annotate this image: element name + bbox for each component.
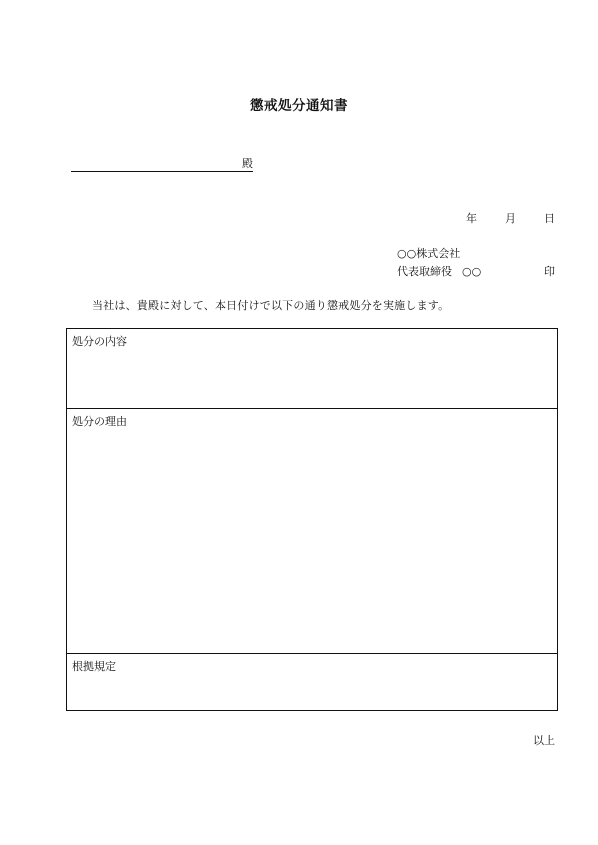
row-label-action-content: 処分の内容 <box>72 335 127 348</box>
issuer-company: ○○株式会社 <box>397 247 461 260</box>
representative-title: 代表取締役 <box>397 265 452 278</box>
disciplinary-details-table <box>66 328 558 711</box>
row-label-action-reason: 処分の理由 <box>72 415 127 428</box>
date-month-label: 月 <box>505 212 516 225</box>
notice-statement: 当社は、貴殿に対して、本日付けで以下の通り懲戒処分を実施します。 <box>92 299 450 312</box>
issue-date <box>466 210 555 226</box>
date-day-label: 日 <box>544 212 555 225</box>
document-title: 懲戒処分通知書 <box>250 98 348 114</box>
table-row-legal-basis <box>67 653 557 710</box>
table-row-action-content <box>67 329 557 408</box>
addressee-honorific: 殿 <box>242 157 253 170</box>
seal-mark: 印 <box>544 265 555 278</box>
addressee-line <box>71 157 253 172</box>
issuer-representative <box>397 263 555 279</box>
closing-remark: 以上 <box>533 734 555 747</box>
row-label-legal-basis: 根拠規定 <box>72 660 116 673</box>
table-row-action-reason <box>67 408 557 653</box>
date-year-label: 年 <box>466 212 477 225</box>
representative-name: ○○ <box>462 265 482 278</box>
